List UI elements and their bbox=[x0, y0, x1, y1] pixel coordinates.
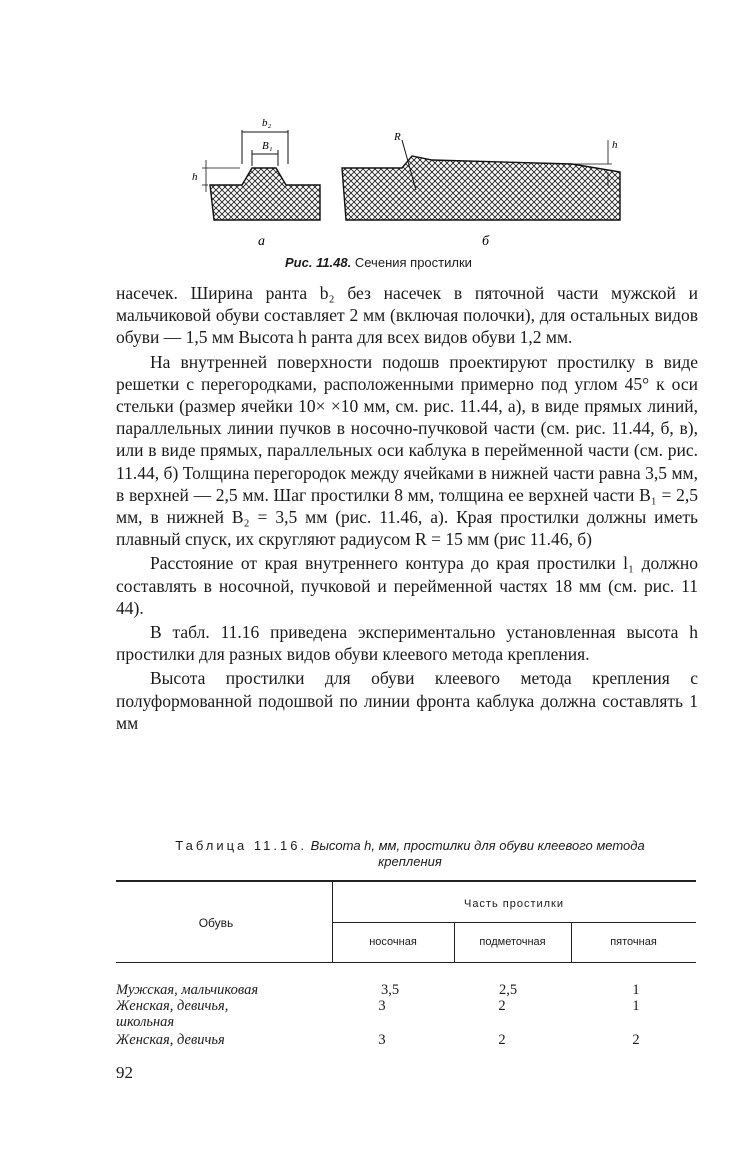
cross-section-drawing bbox=[180, 100, 640, 250]
page-number: 92 bbox=[116, 1063, 133, 1082]
subheader-pyatochnaya: пяточная bbox=[610, 936, 657, 948]
figure-caption-number: Рис. 11.48. bbox=[285, 255, 352, 270]
cell-value: 2,5 bbox=[498, 982, 518, 998]
row-name: Женская, девичья bbox=[116, 1032, 225, 1048]
cell-value: 3 bbox=[378, 1032, 386, 1048]
row-name: Женская, девичья, школьная bbox=[116, 998, 229, 1030]
header-part-group: Часть простилки bbox=[463, 898, 565, 910]
label-h-left: h bbox=[192, 171, 198, 183]
paragraph-3: Расстояние от края внутреннего контура до края простилки l₁ должно составлять в носочной, пучковой и перейменной частях 18 мм (см. рис. 11 44). bbox=[116, 553, 698, 618]
label-h-right: h bbox=[612, 139, 618, 151]
paragraph-2: На внутренней поверхности подошв проектируют простилку в виде решетки с перегородками, расположенными примерно под углом 45° к оси стельки (размер ячейки 10× ×10 мм, см. рис. 11.44, а), в виде прямых линий, параллельных линии пучков в носочно-пучковой части (см. рис. 11.44, б, в), или в виде прямых, параллельных оси каблука в перейменной части (см. рис. 11.44, б) Толщина перегородок между ячейками в нижней части равна 3,5 мм, в верхней — 2,5 мм. Шаг простилки 8 мм, толщина ее верхней части B₁ = 2,5 мм, в нижней B₂ = 3,5 мм (рис. 11.46, а). Края простилки должны иметь плавный спуск, их скругляют радиусом R = 15 мм (рис 11.46, б) bbox=[116, 351, 698, 550]
section-b-shape bbox=[342, 156, 620, 220]
table-group-rule bbox=[332, 922, 696, 923]
paragraph-4: В табл. 11.16 приведена экспериментально установленная высота h простилки для разных видов обуви клеевого метода крепления. bbox=[116, 622, 698, 665]
cell-value: 2 bbox=[498, 998, 506, 1014]
subheader-podmetochnaya: подметочная bbox=[479, 936, 546, 948]
header-obuv: Обувь bbox=[198, 916, 234, 930]
cell-value: 1 bbox=[632, 998, 640, 1014]
figure-caption-text: Сечения простилки bbox=[354, 255, 472, 270]
label-b: б bbox=[482, 234, 490, 249]
paragraph-5: Высота простилки для обуви клеевого метода крепления с полуформованной подошвой по линии фронта каблука должна составлять 1 мм bbox=[116, 668, 698, 733]
label-b1: B₁ bbox=[262, 140, 273, 152]
row-name: Мужская, мальчиковая bbox=[116, 982, 259, 998]
subheader-nosochnaya: носочная bbox=[369, 936, 417, 948]
label-r: R bbox=[394, 131, 401, 143]
label-b2: b₂ bbox=[262, 117, 272, 129]
table-top-rule bbox=[116, 880, 696, 882]
section-a-shape bbox=[210, 168, 320, 220]
cell-value: 2 bbox=[632, 1032, 640, 1048]
cell-value: 3,5 bbox=[380, 982, 400, 998]
paragraph-1: насечек. Ширина ранта b₂ без насечек в пяточной части мужской и мальчиковой обуви составляет 2 мм (включая полочки), для остальных видов обуви — 1,5 мм Высота h ранта для всех видов обуви 1,2 мм. bbox=[116, 283, 698, 348]
figure-caption bbox=[285, 255, 545, 270]
cell-value: 2 bbox=[498, 1032, 506, 1048]
table-header-rule bbox=[116, 962, 696, 963]
label-a: а bbox=[258, 234, 265, 249]
table-caption-text: Высота h, мм, простилки для обуви клеевого метода крепления bbox=[310, 838, 645, 869]
table-caption-lead: Таблица 11.16. bbox=[175, 838, 308, 853]
figure-cross-sections bbox=[180, 100, 640, 275]
cell-value: 3 bbox=[378, 998, 386, 1014]
table-caption bbox=[150, 838, 670, 870]
body-text bbox=[116, 282, 698, 734]
cell-value: 1 bbox=[632, 982, 640, 998]
